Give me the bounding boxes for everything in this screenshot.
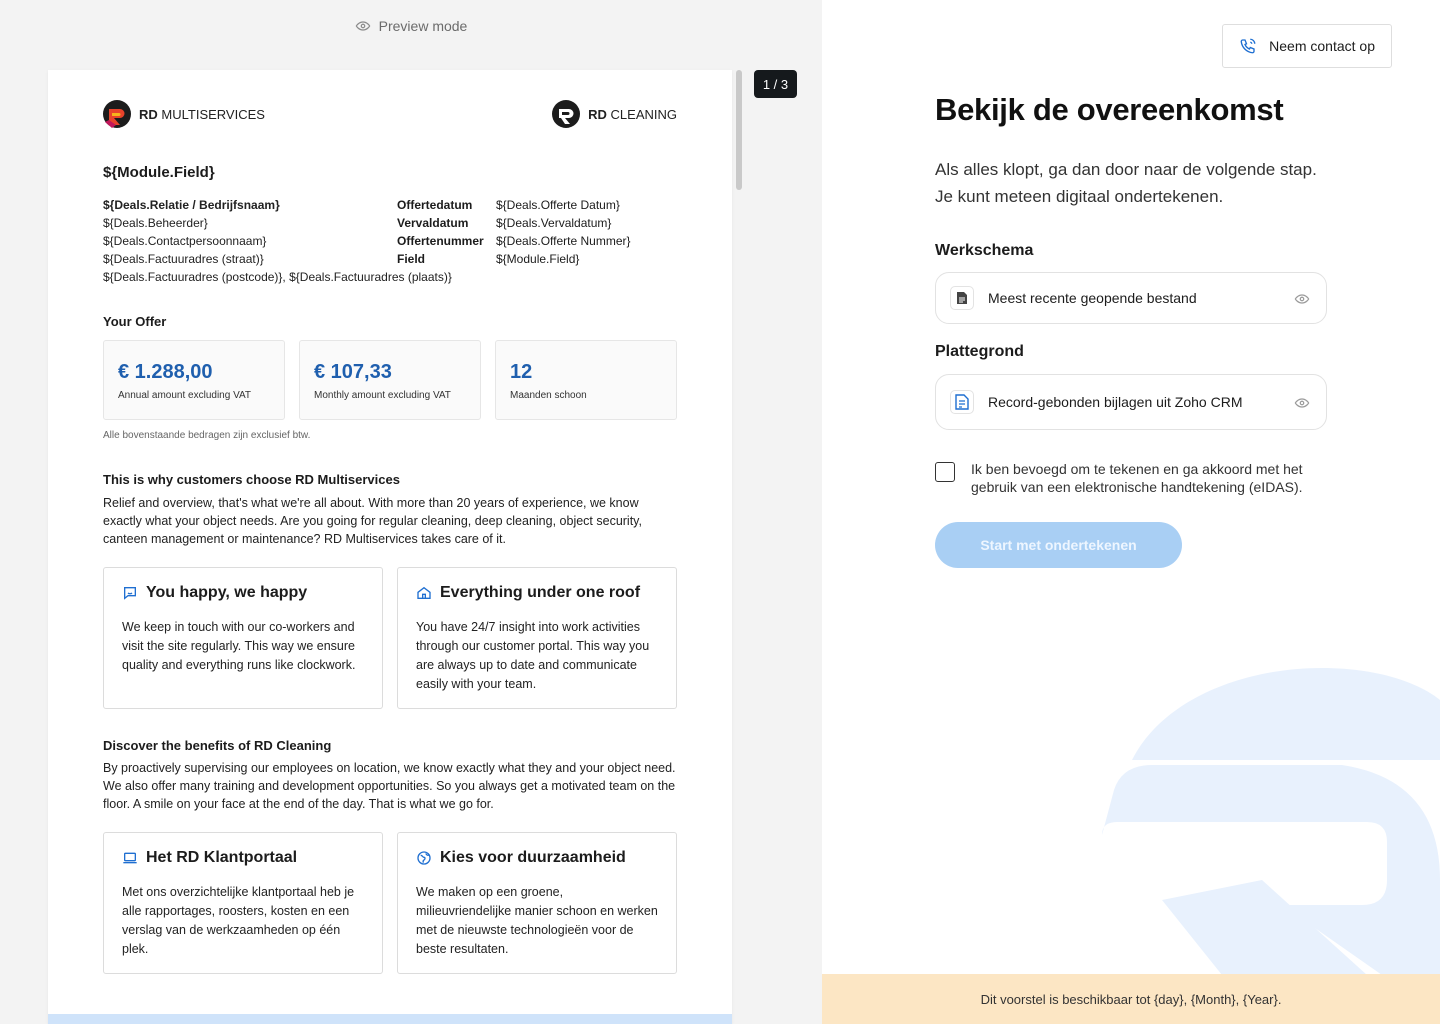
contact-button[interactable] [1222,24,1392,68]
house-icon [416,585,432,601]
plattegrond-label: Plattegrond [935,343,1024,360]
stat-label: Monthly amount excluding VAT [314,390,451,401]
document-scrollbar[interactable] [736,70,742,190]
address-line: ${Deals.Factuuradres (straat)} [103,252,264,266]
address-line: ${Deals.Relatie / Bedrijfsnaam} [103,198,280,212]
rd-cleaning-logo-mark [552,100,580,128]
consent-text: Ik ben bevoegd om te tekenen en ga akkoord met het gebruik van een elektronische handtekening (eIDAS). [971,461,1303,495]
availability-text: Dit voorstel is beschikbaar tot {day}, {Month}, {Year}. [980,991,1282,1007]
offer-stats [103,340,677,420]
globe-leaf-icon [416,850,432,866]
panel-subtitle: Als alles klopt, ga dan door naar de volgende stap. Je kunt meteen digitaal ondertekenen. [935,160,1317,206]
meta-key: Offertenummer [397,234,484,248]
meta-value: ${Deals.Offerte Nummer} [496,234,631,248]
consent-row[interactable] [935,460,1335,496]
quote-meta [397,196,631,268]
preview-mode-indicator [0,18,822,34]
phone-icon [1239,37,1257,55]
document-title: ${Module.Field} [103,164,215,181]
feature-text: You have 24/7 insight into work activities through our customer portal. This way you are always up to date and communicate easily with your team. [416,620,650,691]
smiley-chat-icon [122,585,138,601]
consent-checkbox[interactable] [935,462,955,482]
stat-card-monthly [299,340,481,420]
feature-card-happy [103,567,383,709]
panel-title: Bekijk de overeenkomst [935,92,1284,127]
offer-heading: Your Offer [103,314,167,329]
document-next-page-strip [48,1014,732,1024]
feature-text: Met ons overzichtelijke klantportaal heb je alle rapportages, roosters, kosten en een verslag van de werkzaamheden op één plek. [122,885,355,956]
address-line: ${Deals.Factuuradres (postcode)}, ${Deals.Factuuradres (plaats)} [103,270,452,284]
section-heading-multiservices: This is why customers choose RD Multiservices [103,472,400,487]
address-line: ${Deals.Contactpersoonnaam} [103,234,267,248]
document-page[interactable] [48,70,732,1024]
meta-key: Field [397,252,426,266]
laptop-icon [122,850,138,866]
vat-note: Alle bovenstaande bedragen zijn exclusief btw. [103,430,311,441]
feature-title: Everything under one roof [440,584,641,601]
start-signing-button[interactable]: Start met ondertekenen [935,522,1182,568]
werkschema-label: Werkschema [935,242,1034,259]
stat-label: Annual amount excluding VAT [118,390,252,401]
stat-value: € 1.288,00 [118,361,213,383]
preview-mode-label: Preview mode [378,18,468,34]
werkschema-file[interactable] [935,272,1327,324]
plattegrond-file[interactable] [935,374,1327,430]
meta-value: ${Deals.Offerte Datum} [496,198,620,212]
section-text-cleaning: By proactively supervising our employees on location, we know exactly what they and your object need. We also offer many training and development opportunities. So you always get a motivated team on the floor. A smile on your face at the end of the day. That is what we go for. [103,761,676,811]
section-text-multiservices: Relief and overview, that's what we're all about. With more than 20 years of experience, we know exactly what your object needs. Are you going for regular cleaning, deep cleaning, object security, canteen management or maintenance? RD Multiservices takes care of it. [103,496,642,546]
stat-value: 12 [510,361,533,383]
availability-footer [822,974,1440,1024]
document-icon [950,286,974,310]
feature-card-duurzaamheid [397,832,677,974]
address-line: ${Deals.Beheerder} [103,216,208,230]
rd-cleaning-logo: RD CLEANING [552,100,677,128]
rd-background-logo [822,0,1440,1024]
stat-card-annual [103,340,285,420]
meta-value: ${Deals.Vervaldatum} [496,216,612,230]
rd-multiservices-logo: RD MULTISERVICES [103,100,265,128]
meta-key: Offertedatum [397,198,473,212]
feature-title: Het RD Klantportaal [146,849,298,866]
feature-title: You happy, we happy [146,584,308,601]
stat-label: Maanden schoon [510,390,587,401]
eye-icon [355,18,371,34]
contact-button-label: Neem contact op [1269,38,1375,54]
plattegrond-file-name: Record-gebonden bijlagen uit Zoho CRM [988,394,1243,410]
feature-title: Kies voor duurzaamheid [440,849,626,866]
meta-value: ${Module.Field} [496,252,580,266]
crm-attachment-icon [950,390,974,414]
meta-key: Vervaldatum [397,216,469,230]
signing-panel [822,0,1440,1024]
eye-icon[interactable] [1294,291,1310,307]
feature-card-klantportaal [103,832,383,974]
stat-card-months [495,340,677,420]
page-indicator: 1 / 3 [754,70,797,98]
eye-icon[interactable] [1294,395,1310,411]
section-heading-cleaning: Discover the benefits of RD Cleaning [103,738,332,753]
feature-text: We keep in touch with our co-workers and visit the site regularly. This way we ensure quality and everything runs like clockwork. [122,620,356,672]
feature-text: We maken op een groene, milieuvriendelijke manier schoon en werken met de nieuwste technologieën voor de beste resultaten. [416,885,658,956]
feature-card-one-roof [397,567,677,709]
stat-value: € 107,33 [314,361,392,383]
rd-multiservices-logo-mark [103,100,131,128]
werkschema-file-name: Meest recente geopende bestand [988,290,1197,306]
